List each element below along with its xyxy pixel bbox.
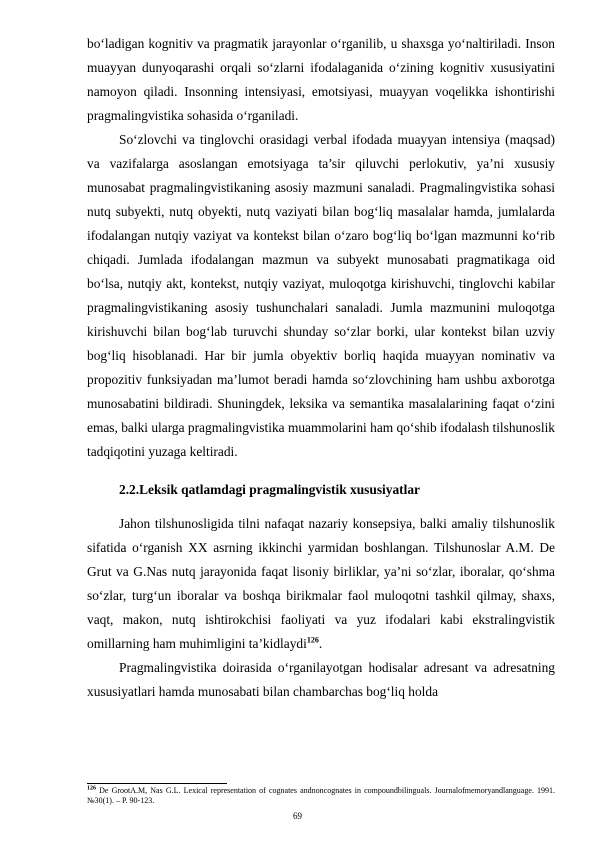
paragraph-3-text: Jahon tilshunosligida tilni nafaqat nazariy konsepsiya, balki amaliy tilshunoslik sifatida o‘rganish XX asrning ikkinchi yarmidan boshlangan. Tilshunoslar A.M. De Grut va G.Nas nutq jarayonida faqat lisoniy birliklar, ya’ni so‘zlar, iboralar, qo‘shma so‘zlar, turg‘un iboralar va boshqa birikmalar faol muloqotni tashkil qilmay, shaxs, vaqt, makon, nutq ishtirokchisi faoliyati va yuz ifodalari kabi ekstralingvistik omillarning ham muhimligini ta’kidlaydi — [87, 516, 555, 651]
paragraph-1: bo‘ladigan kognitiv va pragmatik jarayonlar o‘rganilib, u shaxsga yo‘naltiriladi. Inson muayyan dunyoqarashi orqali so‘zlarni ifodalaganida o‘zining kognitiv xususiyatini namoyon qiladi. Insonning intensiyasi, emotsiyasi, muayyan voqelikka ishontirishi pragmalingvistika sohasida o‘rganiladi. — [87, 36, 555, 123]
paragraph-3 — [87, 512, 555, 656]
body-text — [87, 32, 555, 704]
paragraph-3-end: . — [318, 636, 323, 651]
footnote-text: De GrootA.M, Nas G.L. Lexical representation of cognates andnoncognates in compoundbilinguals. Journalofmemoryandlanguage. 1991. №30(1). – P. 90-123. — [87, 786, 555, 805]
footnote-ref[interactable]: 126 — [306, 635, 319, 645]
paragraph-2: So‘zlovchi va tinglovchi orasidagi verbal ifodada muayyan intensiya (maqsad) va vazifalarga asoslangan emotsiyaga ta’sir qiluvchi perlokutiv, ya’ni xususiy munosabat pragmalingvistikaning asosiy mazmuni sanaladi. Pragmalingvistika sohasi nutq subyekti, nutq obyekti, nutq vaziyati bilan bog‘liq masalalar hamda, jumlalarda ifodalangan nutqiy vaziyat va kontekst bilan o‘zaro bog‘liq bo‘lgan mazmunni ko‘rib chiqadi. Jumlada ifodalangan mazmun va subyekt munosabati pragmatikaga oid bo‘lsa, nutqiy akt, kontekst, nutqiy vaziyat, muloqotga kirishuvchi, tinglovchi kabilar pragmalingvistikaning asosiy tushunchalari sanaladi. Jumla mazmunini muloqotga kirishuvchi bilan bog‘lab turuvchi shunday so‘zlar borki, ular kontekst bilan uzviy bog‘liq hisoblanadi. Har bir jumla obyektiv borliq haqida muayyan nominativ va propozitiv funksiyadan ma’lumot beradi hamda so‘zlovchining ham ushbu axborotga munosabatini bildiradi. Shuningdek, leksika va semantika masalalarining faqat o‘zini emas, balki ularga pragmalingvistika muammolarini ham qo‘shib ifodalash tilshunoslik tadqiqotini yuzaga keltiradi. — [87, 132, 555, 459]
paragraph-4: Pragmalingvistika doirasida o‘rganilayotgan hodisalar adresant va adresatning xususiyatlari hamda munosabati bilan chambarchas bog‘liq holda — [87, 660, 555, 699]
footnote-divider — [87, 783, 227, 784]
footnote-number: 126 — [87, 785, 96, 792]
page-number: 69 — [293, 811, 302, 821]
footnote — [87, 786, 555, 806]
section-heading: 2.2.Leksik qatlamdagi pragmalingvistik xususiyatlar — [119, 482, 420, 497]
